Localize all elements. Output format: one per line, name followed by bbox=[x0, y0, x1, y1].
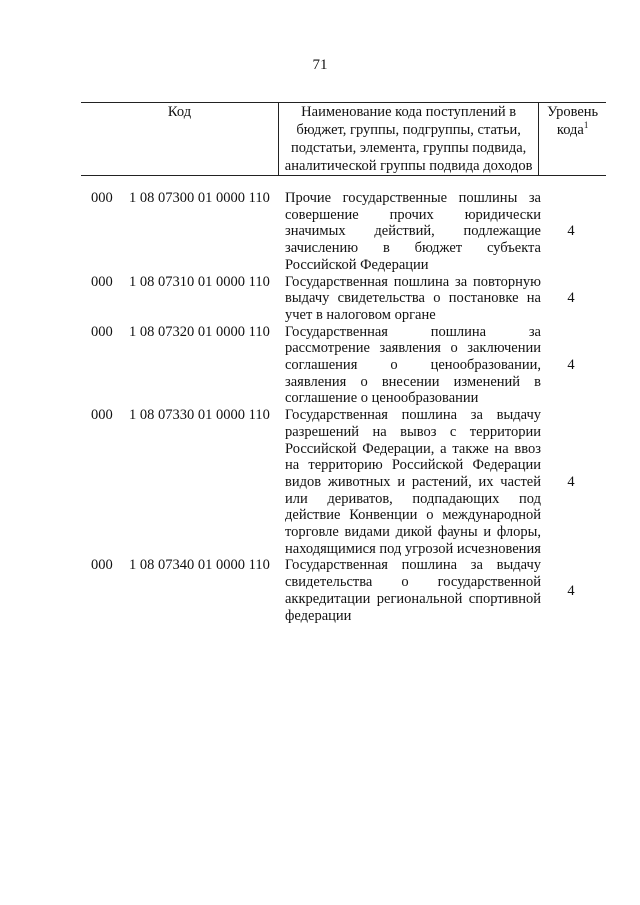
row-admin-code: 000 bbox=[91, 273, 113, 290]
row-name: Государственная пошлина за рассмотрение заявления о заключении соглашения о ценообразовании, заявления о внесении изменений в соглашение о ценообразовании bbox=[285, 323, 541, 407]
row-code: 1 08 07320 01 0000 110 bbox=[129, 323, 270, 340]
row-code: 1 08 07330 01 0000 110 bbox=[129, 407, 270, 424]
row-level: 4 bbox=[567, 473, 575, 490]
table-body bbox=[0, 190, 640, 624]
table-row bbox=[0, 407, 640, 557]
header-level bbox=[539, 103, 606, 176]
row-name: Государственная пошлина за выдачу свидетельства о государственной аккредитации региональной спортивной федерации bbox=[285, 557, 541, 624]
row-level: 4 bbox=[567, 582, 575, 599]
page-number: 71 bbox=[312, 57, 328, 73]
row-level: 4 bbox=[567, 357, 575, 374]
row-name: Государственная пошлина за выдачу разрешений на вывоз с территории Российской Федерации, а также на ввоз на территорию Российской Федерации видов животных и растений, их частей или дериватов, подпадающих под действие Конвенции о международной торговле видами дикой фауны и флоры, находящимися под угрозой исчезновения bbox=[285, 407, 541, 557]
header-code: Код bbox=[81, 103, 279, 176]
row-name: Государственная пошлина за повторную выдачу свидетельства о постановке на учет в налоговом органе bbox=[285, 273, 541, 323]
row-code: 1 08 07340 01 0000 110 bbox=[129, 557, 270, 574]
row-level: 4 bbox=[567, 290, 575, 307]
table-row bbox=[0, 324, 640, 408]
header-level-label: Уровень кода bbox=[547, 104, 599, 138]
row-name: Прочие государственные пошлины за совершение прочих юридически значимых действий, подлежащие зачислению в бюджет субъекта Российской Федерации bbox=[285, 190, 541, 273]
table-row bbox=[0, 274, 640, 324]
row-level: 4 bbox=[567, 223, 575, 240]
table-row bbox=[0, 190, 640, 274]
row-admin-code: 000 bbox=[91, 190, 113, 206]
header-name: Наименование кода поступлений в бюджет, группы, подгруппы, статьи, подстатьи, элемента, группы подвида, аналитической группы подвида доходов bbox=[279, 103, 539, 176]
row-admin-code: 000 bbox=[91, 323, 113, 340]
row-code: 1 08 07300 01 0000 110 bbox=[129, 190, 270, 206]
row-code: 1 08 07310 01 0000 110 bbox=[129, 273, 270, 290]
row-admin-code: 000 bbox=[91, 407, 113, 424]
table-row bbox=[0, 557, 640, 624]
header-level-footnote: 1 bbox=[583, 120, 589, 130]
row-admin-code: 000 bbox=[91, 557, 113, 574]
table-header bbox=[81, 102, 606, 176]
